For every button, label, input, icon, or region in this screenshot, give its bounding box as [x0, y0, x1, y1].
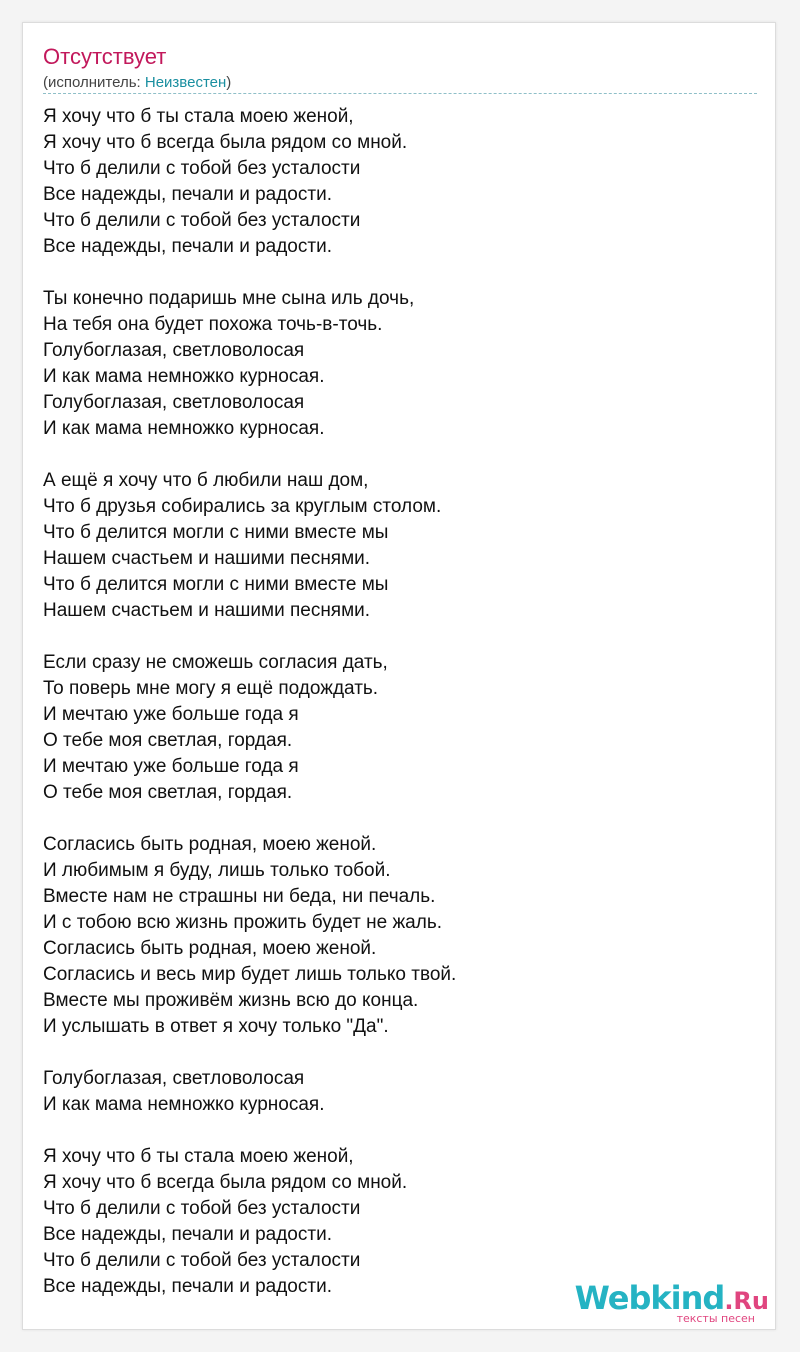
lyrics-stanza — [43, 832, 757, 1040]
lyrics-line: Я хочу что б ты стала моею женой, — [43, 106, 354, 127]
lyrics-line: Что б делится могли с ними вместе мы — [43, 574, 389, 595]
lyrics-line: Что б друзья собирались за круглым столом. — [43, 496, 442, 517]
artist-prefix: (исполнитель: — [43, 74, 145, 91]
lyrics-line: Все надежды, печали и радости. — [43, 1276, 332, 1297]
lyrics-line: Нашем счастьем и нашими песнями. — [43, 548, 371, 569]
lyrics-line: Что б делили с тобой без усталости — [43, 158, 361, 179]
lyrics-line: И мечтаю уже больше года я — [43, 756, 299, 777]
lyrics-stanza — [43, 1066, 757, 1118]
lyrics-line: Все надежды, печали и радости. — [43, 184, 332, 205]
lyrics-line: Все надежды, печали и радости. — [43, 236, 332, 257]
lyrics-line: Что б делили с тобой без усталости — [43, 1198, 361, 1219]
song-title: Отсутствует — [43, 44, 167, 69]
lyrics-line: Согласись быть родная, моею женой. — [43, 938, 377, 959]
lyrics-line: Вместе мы проживём жизнь всю до конца. — [43, 990, 419, 1011]
lyrics-line: Голубоглазая, светловолосая — [43, 392, 305, 413]
lyrics-line: И как мама немножко курносая. — [43, 1094, 325, 1115]
lyrics-line: Что б делили с тобой без усталости — [43, 210, 361, 231]
lyrics-line: О тебе моя светлая, гордая. — [43, 730, 293, 751]
lyrics-line: Что б делили с тобой без усталости — [43, 1250, 361, 1271]
lyrics-line: И любимым я буду, лишь только тобой. — [43, 860, 391, 881]
lyrics-line: Что б делится могли с ними вместе мы — [43, 522, 389, 543]
lyrics-line: Голубоглазая, светловолосая — [43, 1068, 305, 1089]
lyrics-line: Я хочу что б всегда была рядом со мной. — [43, 132, 408, 153]
lyrics-stanza — [43, 286, 757, 442]
lyrics-card — [22, 22, 776, 1330]
lyrics-text — [43, 104, 757, 1326]
lyrics-line: На тебя она будет похожа точь-в-точь. — [43, 314, 383, 335]
site-logo[interactable] — [574, 1279, 769, 1325]
logo-tld: .Ru — [724, 1287, 769, 1315]
lyrics-line: Я хочу что б ты стала моею женой, — [43, 1146, 354, 1167]
artist-suffix: ) — [226, 74, 232, 91]
lyrics-line: Нашем счастьем и нашими песнями. — [43, 600, 371, 621]
lyrics-line: И как мама немножко курносая. — [43, 418, 325, 439]
logo-main-text: Webkind — [574, 1279, 725, 1317]
lyrics-line: Ты конечно подаришь мне сына иль дочь, — [43, 288, 415, 309]
lyrics-line: И мечтаю уже больше года я — [43, 704, 299, 725]
artist-link[interactable]: Неизвестен — [144, 74, 227, 91]
lyrics-line: Если сразу не сможешь согласия дать, — [43, 652, 388, 673]
lyrics-line: Голубоглазая, светловолосая — [43, 340, 305, 361]
lyrics-line: И услышать в ответ я хочу только "Да". — [43, 1016, 389, 1037]
lyrics-stanza — [43, 104, 757, 260]
lyrics-line: И как мама немножко курносая. — [43, 366, 325, 387]
lyrics-line: А ещё я хочу что б любили наш дом, — [43, 470, 369, 491]
lyrics-line: То поверь мне могу я ещё подождать. — [43, 678, 379, 699]
lyrics-line: О тебе моя светлая, гордая. — [43, 782, 293, 803]
lyrics-line: Все надежды, печали и радости. — [43, 1224, 332, 1245]
logo-tagline: тексты песен — [676, 1312, 755, 1325]
artist-line — [43, 73, 231, 93]
lyrics-stanza — [43, 650, 757, 806]
lyrics-stanza — [43, 468, 757, 624]
lyrics-line: Согласись и весь мир будет лишь только твой. — [43, 964, 457, 985]
lyrics-line: Вместе нам не страшны ни беда, ни печаль. — [43, 886, 436, 907]
lyrics-stanza — [43, 1144, 757, 1300]
lyrics-line: Согласись быть родная, моею женой. — [43, 834, 377, 855]
lyrics-line: Я хочу что б всегда была рядом со мной. — [43, 1172, 408, 1193]
lyrics-line: И с тобою всю жизнь прожить будет не жаль. — [43, 912, 442, 933]
title-divider — [43, 93, 757, 94]
